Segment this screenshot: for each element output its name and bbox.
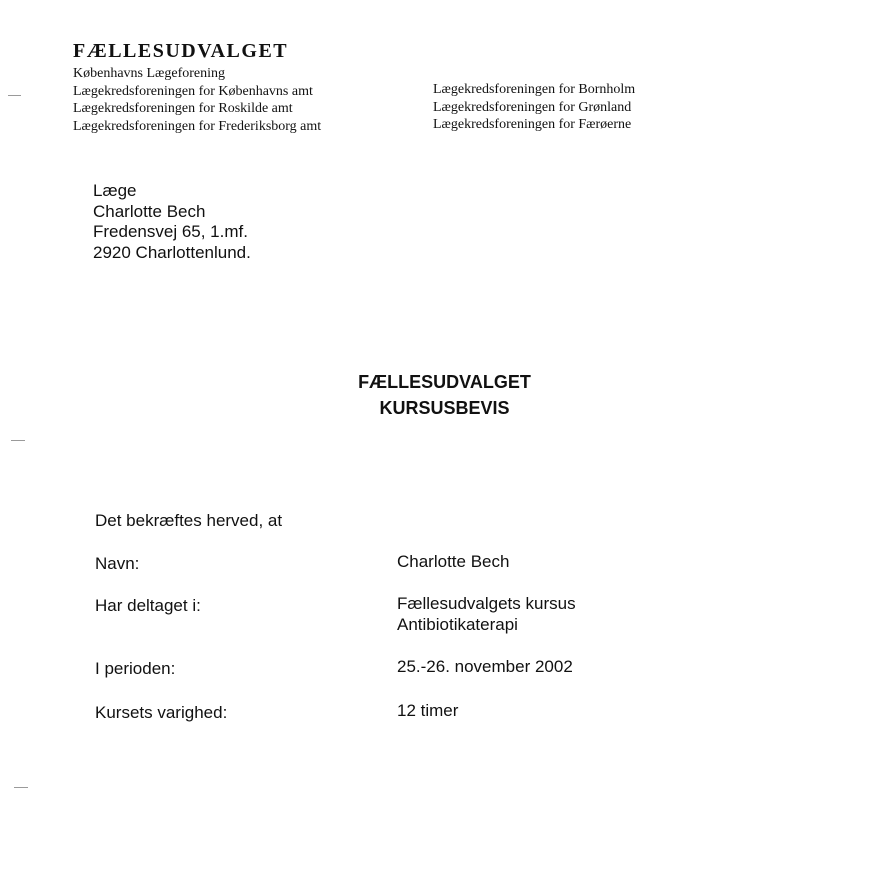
field-label-duration: Kursets varighed: [95,703,228,722]
letterhead-left-line: Lægekredsforeningen for Københavns amt [73,83,313,99]
address-line: Charlotte Bech [93,201,206,221]
certificate-heading-title: KURSUSBEVIS [379,398,510,418]
address-line: 2920 Charlottenlund. [93,242,251,262]
field-value-course [397,593,576,635]
field-value-period: 25.-26. november 2002 [397,657,573,676]
letterhead-right-line: Lægekredsforeningen for Grønland [433,99,632,115]
letterhead-right-column [433,81,635,134]
field-label-name: Navn: [95,554,140,573]
certificate-heading-org: FÆLLESUDVALGET [358,372,531,392]
letterhead-left-line: Københavns Lægeforening [73,66,226,81]
letterhead-left-line: Lægekredsforeningen for Frederiksborg amt [73,118,322,134]
letterhead-title: FÆLLESUDVALGET [73,40,289,62]
letterhead-right-line: Lægekredsforeningen for Bornholm [433,82,636,97]
recipient-address [93,181,251,263]
field-label-period: I perioden: [95,659,176,678]
field-label-course: Har deltaget i: [95,596,201,615]
letterhead-right-line: Lægekredsforeningen for Færøerne [433,117,632,132]
letterhead-left-column [73,65,321,135]
address-line: Læge [93,181,137,200]
course-line: Antibiotikaterapi [397,615,518,634]
field-value-name: Charlotte Bech [397,552,510,571]
punch-mark-top [8,95,21,96]
address-line: Fredensvej 65, 1.mf. [93,222,248,241]
punch-mark-bottom [14,787,28,788]
course-line: Fællesudvalgets kursus [397,594,576,613]
letterhead-left-line: Lægekredsforeningen for Roskilde amt [73,101,293,116]
field-value-duration: 12 timer [397,701,459,720]
certificate-intro: Det bekræftes herved, at [95,511,283,530]
punch-mark-middle [11,440,25,441]
